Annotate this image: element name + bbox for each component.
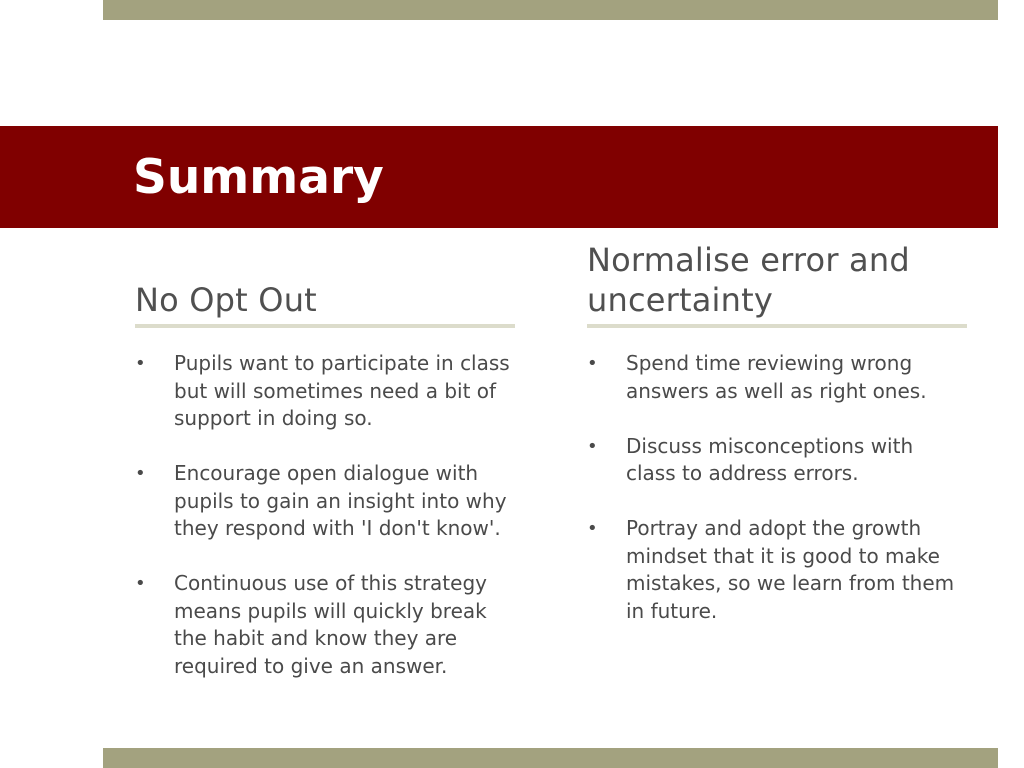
bullet-item [135, 570, 515, 680]
bullet-icon: • [587, 518, 598, 539]
bottom-accent-bar [103, 748, 998, 768]
column-heading: No Opt Out [135, 281, 317, 319]
bullet-text: Continuous use of this strategy means pupils will quickly break the habit and know they are required to give an answer. [174, 571, 487, 678]
bullet-text: Discuss misconceptions with class to address errors. [626, 433, 914, 485]
bullet-icon: • [135, 573, 146, 594]
bullet-icon: • [135, 353, 146, 374]
heading-underline [587, 324, 967, 328]
bullet-text: Encourage open dialogue with pupils to gain an insight into why they respond with 'I don't know'. [174, 461, 507, 540]
bullet-list [135, 350, 515, 680]
heading-underline [135, 324, 515, 328]
bullet-icon: • [587, 435, 598, 457]
bullet-icon: • [135, 463, 146, 484]
bullet-icon: • [587, 353, 598, 374]
bullet-item [135, 350, 515, 433]
top-accent-bar [103, 0, 998, 20]
bullet-item [587, 515, 967, 625]
bullet-text: Pupils want to participate in class but will sometimes need a bit of support in doing so. [174, 351, 510, 430]
column-normalise-error [587, 238, 967, 653]
bullet-list [587, 350, 967, 625]
bullet-item [587, 350, 967, 405]
bullet-item [135, 460, 515, 543]
bullet-text: Spend time reviewing wrong answers as well as right ones. [626, 351, 927, 403]
slide-title: Summary [133, 150, 384, 205]
bullet-item [587, 433, 967, 488]
column-heading: Normalise error and uncertainty [587, 241, 910, 319]
bullet-text: Portray and adopt the growth mindset that it is good to make mistakes, so we learn from them in future. [626, 516, 955, 623]
column-no-opt-out [135, 238, 515, 708]
